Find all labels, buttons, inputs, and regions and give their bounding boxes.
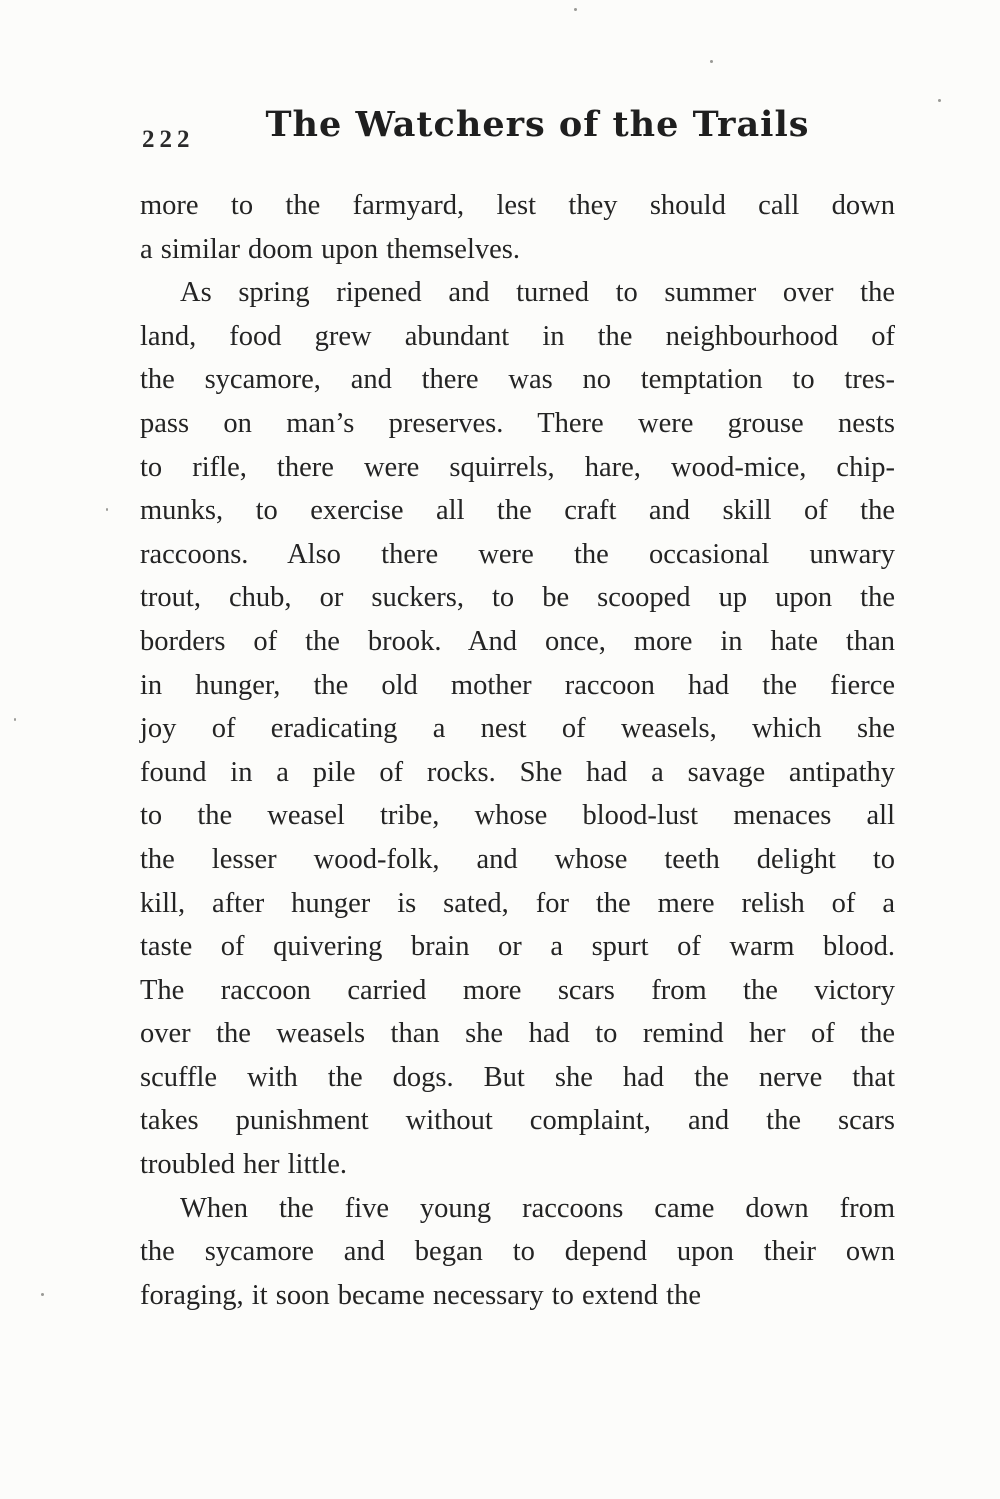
text-line: to rifle, there were squirrels, hare, wood-mice, chip- <box>140 451 895 483</box>
text-line: scuffle with the dogs. But she had the nerve that <box>140 1061 895 1093</box>
scan-speck <box>41 1293 44 1296</box>
scan-speck <box>710 60 713 63</box>
text-line: borders of the brook. And once, more in hate than <box>140 625 895 657</box>
book-page <box>140 104 895 1317</box>
text-line: kill, after hunger is sated, for the mere relish of a <box>140 887 895 919</box>
text-line: a similar doom upon themselves. <box>140 233 520 265</box>
text-line: the lesser wood-folk, and whose teeth delight to <box>140 843 895 875</box>
scan-speck <box>14 718 16 721</box>
text-line: When the five young raccoons came down from <box>180 1192 895 1224</box>
text-line: trout, chub, or suckers, to be scooped up upon the <box>140 582 895 614</box>
text-line: raccoons. Also there were the occasional unwary <box>140 538 895 570</box>
text-line: found in a pile of rocks. She had a savage antipathy <box>140 756 895 788</box>
text-line: The raccoon carried more scars from the victory <box>140 974 895 1006</box>
scan-speck <box>938 99 941 102</box>
text-line: more to the farmyard, lest they should call down <box>140 190 895 221</box>
text-line: over the weasels than she had to remind her of the <box>140 1018 895 1050</box>
page-number: 222 <box>142 126 195 153</box>
page-body <box>140 184 895 1317</box>
paragraph <box>140 271 895 1186</box>
page-header <box>140 104 895 184</box>
paragraph <box>140 1187 895 1318</box>
scan-speck <box>106 508 108 511</box>
text-line: foraging, it soon became necessary to extend the <box>140 1279 701 1311</box>
page-title: The Watchers of the Trails <box>265 104 810 145</box>
paragraph <box>140 184 895 271</box>
text-line: in hunger, the old mother raccoon had the fierce <box>140 669 895 701</box>
text-line: the sycamore, and there was no temptation to tres- <box>140 364 895 396</box>
text-line: munks, to exercise all the craft and skill of the <box>140 495 895 527</box>
text-line: the sycamore and began to depend upon their own <box>140 1236 895 1268</box>
scan-speck <box>574 8 577 11</box>
text-line: As spring ripened and turned to summer over the <box>180 277 895 309</box>
text-line: troubled her little. <box>140 1149 347 1181</box>
text-line: land, food grew abundant in the neighbourhood of <box>140 320 895 352</box>
text-line: pass on man’s preserves. There were grouse nests <box>140 407 895 439</box>
text-line: joy of eradicating a nest of weasels, which she <box>140 713 895 745</box>
text-line: taste of quivering brain or a spurt of warm blood. <box>140 931 895 963</box>
text-line: to the weasel tribe, whose blood-lust menaces all <box>140 800 895 832</box>
text-line: takes punishment without complaint, and the scars <box>140 1105 895 1137</box>
